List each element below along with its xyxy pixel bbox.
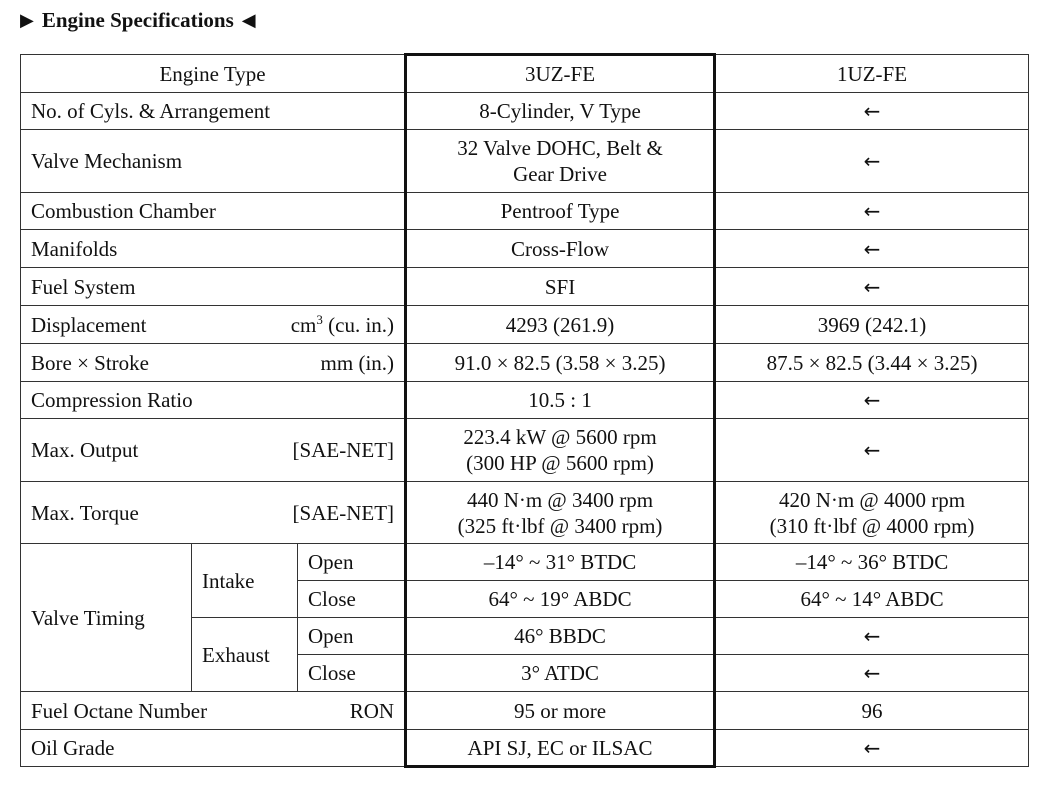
line-1: 420 N·m @ 4000 rpm [778,487,966,512]
header-engine-type: Engine Type [21,55,406,93]
cell-3uz-manifolds: Cross-Flow [406,230,715,268]
cell-3uz-exhaust-open: 46° BBDC [406,618,715,655]
cell-1uz-displacement: 3969 (242.1) [715,306,1029,344]
cell-3uz-exhaust-close: 3° ATDC [406,655,715,692]
row-label-intake-close: Close [298,581,406,618]
cell-3uz-combustion: Pentroof Type [406,193,715,230]
cell-1uz-compression: ← [715,382,1029,419]
cell-1uz-max-output: ← [715,419,1029,482]
cell-1uz-combustion: ← [715,193,1029,230]
displacement-unit: $cm^3$ (cu. in.) [290,311,395,337]
line-1: 223.4 kW @ 5600 rpm [463,425,657,449]
max-output-label: Max. Output [31,438,139,462]
bore-stroke-label: Bore × Stroke [31,350,149,375]
cell-1uz-cyls: ← [715,93,1029,130]
row-label-displacement [21,306,406,344]
displacement-label: Displacement [31,312,147,337]
line-2: (300 HP @ 5600 rpm) [466,451,654,475]
row-label-intake: Intake [192,544,298,618]
table-row [21,419,1029,482]
max-torque-unit: [SAE-NET] [292,500,395,525]
row-label-oil-grade: Oil Grade [21,730,406,767]
row-label-intake-open: Open [298,544,406,581]
cell-3uz-max-torque [406,482,715,544]
cell-3uz-octane: 95 or more [406,692,715,730]
table-row [21,193,1029,230]
table-row [21,730,1029,767]
cell-1uz-exhaust-close: ← [715,655,1029,692]
triangle-left-icon: ◀ [241,10,256,30]
cell-3uz-intake-open: –14° ~ 31° BTDC [406,544,715,581]
bore-stroke-unit: mm (in.) [320,350,395,375]
row-label-octane [21,692,406,730]
cell-3uz-max-output [406,419,715,482]
table-row [21,692,1029,730]
row-label-bore-stroke [21,344,406,382]
max-output-unit: [SAE-NET] [292,438,395,462]
cell-3uz-compression: 10.5 : 1 [406,382,715,419]
max-torque-label: Max. Torque [31,500,139,525]
cell-3uz-intake-close: 64° ~ 19° ABDC [406,581,715,618]
cell-3uz-fuel-system: SFI [406,268,715,306]
row-label-cyls: No. of Cyls. & Arrangement [21,93,406,130]
table-row [21,344,1029,382]
octane-label: Fuel Octane Number [31,698,208,723]
row-label-combustion: Combustion Chamber [21,193,406,230]
cell-1uz-max-torque [715,482,1029,544]
line-2: (310 ft·lbf @ 4000 rpm) [769,513,975,538]
title-text: Engine Specifications [41,8,234,32]
page-title [20,6,256,34]
cell-1uz-oil-grade: ← [715,730,1029,767]
line-2: (325 ft·lbf @ 3400 rpm) [457,513,663,538]
table-row [21,130,1029,193]
row-label-max-torque [21,482,406,544]
table-row [21,482,1029,544]
row-label-manifolds: Manifolds [21,230,406,268]
cell-1uz-valve-mechanism: ← [715,130,1029,193]
cell-1uz-bore-stroke: 87.5 × 82.5 (3.44 × 3.25) [715,344,1029,382]
cell-3uz-valve-mechanism [406,130,715,193]
line-1: 32 Valve DOHC, Belt & [457,136,663,160]
table-row-header [21,55,1029,93]
cell-3uz-cyls: 8-Cylinder, V Type [406,93,715,130]
row-label-valve-timing: Valve Timing [21,544,192,692]
cell-1uz-exhaust-open: ← [715,618,1029,655]
table-row [21,93,1029,130]
octane-unit: RON [349,698,395,723]
cell-3uz-bore-stroke: 91.0 × 82.5 (3.58 × 3.25) [406,344,715,382]
row-label-exhaust-open: Open [298,618,406,655]
line-1: 440 N·m @ 3400 rpm [466,487,654,512]
cell-1uz-fuel-system: ← [715,268,1029,306]
row-label-valve-mechanism: Valve Mechanism [21,130,406,193]
row-label-exhaust-close: Close [298,655,406,692]
header-3uz-fe: 3UZ-FE [406,55,715,93]
cell-1uz-intake-open: –14° ~ 36° BTDC [715,544,1029,581]
row-label-exhaust: Exhaust [192,618,298,692]
table-row [21,306,1029,344]
header-1uz-fe: 1UZ-FE [715,55,1029,93]
row-label-compression: Compression Ratio [21,382,406,419]
cell-3uz-oil-grade: API SJ, EC or ILSAC [406,730,715,767]
table-row [21,268,1029,306]
row-label-fuel-system: Fuel System [21,268,406,306]
line-2: Gear Drive [513,162,607,186]
table-row [21,382,1029,419]
cell-3uz-displacement: 4293 (261.9) [406,306,715,344]
table-row [21,544,1029,581]
cell-1uz-intake-close: 64° ~ 14° ABDC [715,581,1029,618]
cell-1uz-manifolds: ← [715,230,1029,268]
engine-spec-table [20,53,1029,768]
triangle-right-icon: ▶ [20,10,34,30]
cell-1uz-octane: 96 [715,692,1029,730]
row-label-max-output [21,419,406,482]
table-row [21,230,1029,268]
